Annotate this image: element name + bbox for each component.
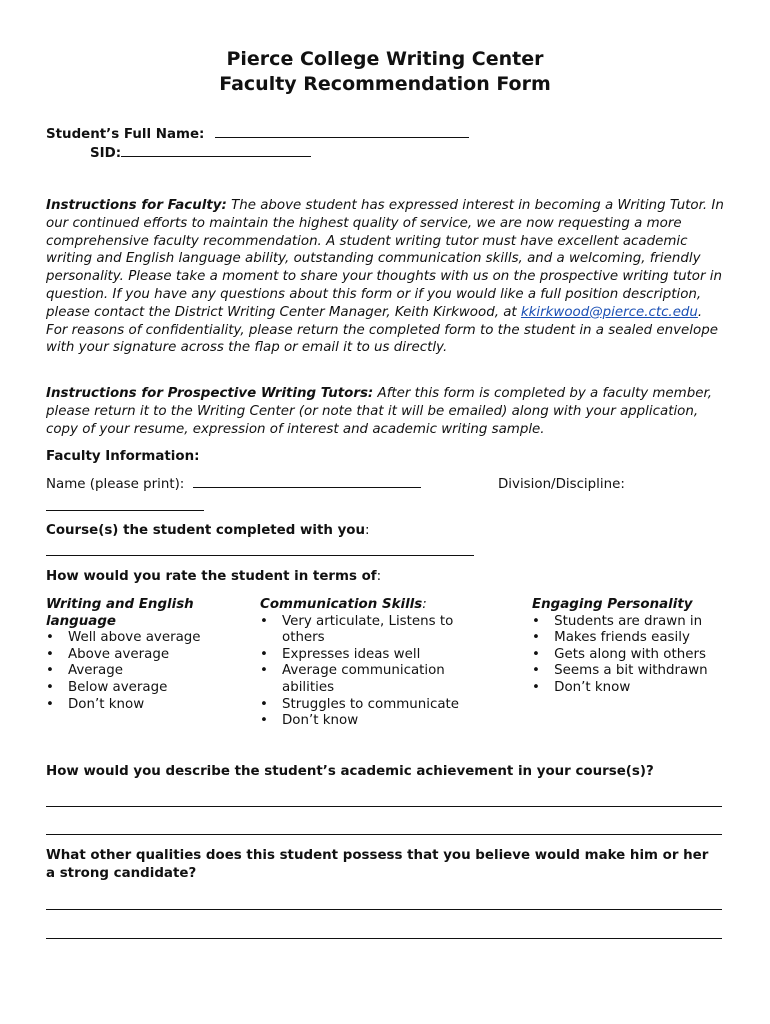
communication-option[interactable]: • Struggles to communicate xyxy=(260,696,460,712)
division-label: Division/Discipline: xyxy=(498,477,625,492)
courses-label: Course(s) the student completed with you xyxy=(46,523,366,538)
qualities-answer-line[interactable] xyxy=(46,909,722,910)
personality-option[interactable]: • Don’t know xyxy=(532,679,631,695)
faculty-name-row xyxy=(46,477,421,492)
achievement-answer-line[interactable] xyxy=(46,806,722,807)
writing-option[interactable]: • Average xyxy=(46,663,123,679)
personality-option[interactable]: • Gets along with others xyxy=(532,646,706,662)
personality-column xyxy=(532,597,708,697)
faculty-info-heading: Faculty Information: xyxy=(46,449,200,464)
achievement-question: How would you describe the student’s academic achievement in your course(s)? xyxy=(46,764,654,779)
bullet-icon: • xyxy=(260,646,268,662)
qualities-question: What other qualities does this student possess that you believe would make him or her a strong candidate? xyxy=(46,848,709,881)
communication-heading: Communication Skills xyxy=(260,597,423,612)
faculty-name-label: Name (please print): xyxy=(46,477,185,492)
bullet-icon: • xyxy=(46,630,54,646)
faculty-instructions xyxy=(46,197,726,357)
courses-row xyxy=(46,523,370,538)
student-name-label: Student’s Full Name: xyxy=(46,127,205,142)
bullet-icon: • xyxy=(260,696,268,712)
writing-option[interactable]: • Above average xyxy=(46,646,170,662)
bullet-icon: • xyxy=(260,663,268,679)
rating-question: How would you rate the student in terms of xyxy=(46,569,377,584)
student-name-field[interactable] xyxy=(215,137,469,138)
division-field[interactable] xyxy=(46,510,204,511)
achievement-answer-line[interactable] xyxy=(46,834,722,835)
personality-option[interactable]: • Seems a bit withdrawn xyxy=(532,663,708,679)
tutor-instructions-text: After this form is completed by a faculty member, please return it to the Writing Center (or note that it will be emailed) along with your application, copy of your resume, expression of interest and academic writing sample. xyxy=(46,386,712,437)
personality-option[interactable]: • Makes friends easily xyxy=(532,630,690,646)
communication-column xyxy=(260,597,482,730)
bullet-icon: • xyxy=(46,663,54,679)
faculty-instructions-text: The above student has expressed interest in becoming a Writing Tutor. In our continued efforts to maintain the highest quality of service, we are now requesting a more comprehensive faculty recommendation. A student writing tutor must have excellent academic writing and English language ability, outstanding communication skills, and a welcoming, friendly personality. Please take a moment to share your thoughts with us on the prospective writing tutor in question. If you have any questions about this form or if you would like a full position description, please contact the District Writing Center Manager, Keith Kirkwood, at xyxy=(46,198,724,320)
communication-option[interactable]: • Don’t know xyxy=(260,713,359,729)
bullet-icon: • xyxy=(46,696,54,712)
bullet-icon: • xyxy=(532,630,540,646)
form-title-line2: Faculty Recommendation Form xyxy=(219,73,551,95)
tutor-instructions-lead: Instructions for Prospective Writing Tutors: xyxy=(46,386,374,401)
bullet-icon: • xyxy=(532,613,540,629)
faculty-name-field[interactable] xyxy=(193,487,421,488)
communication-heading-colon: : xyxy=(422,597,427,612)
communication-option[interactable]: • Expresses ideas well xyxy=(260,646,421,662)
rating-colon: : xyxy=(376,569,382,584)
form-title-line1: Pierce College Writing Center xyxy=(226,48,544,70)
sid-row xyxy=(90,146,311,161)
communication-heading-row xyxy=(260,597,482,614)
bullet-icon: • xyxy=(260,713,268,729)
sid-label: SID: xyxy=(90,146,122,161)
communication-option[interactable]: • Very articulate, Listens to others xyxy=(260,613,454,646)
communication-options xyxy=(260,614,482,730)
writing-option[interactable]: • Don’t know xyxy=(46,696,145,712)
writing-option[interactable]: • Below average xyxy=(46,679,168,695)
bullet-icon: • xyxy=(532,663,540,679)
rating-question-row xyxy=(46,569,381,584)
tutor-instructions xyxy=(46,385,726,438)
communication-option[interactable]: • Average communication abilities xyxy=(260,663,445,695)
courses-field[interactable] xyxy=(46,555,474,556)
personality-heading: Engaging Personality xyxy=(532,597,693,612)
writing-column xyxy=(46,597,246,713)
faculty-instructions-lead: Instructions for Faculty: xyxy=(46,198,227,213)
bullet-icon: • xyxy=(532,646,540,662)
bullet-icon: • xyxy=(532,679,540,695)
writing-option[interactable]: • Well above average xyxy=(46,630,201,646)
bullet-icon: • xyxy=(260,613,268,629)
writing-heading: Writing and English language xyxy=(46,597,194,629)
student-name-row xyxy=(46,127,469,142)
email-link[interactable]: kkirkwood@pierce.ctc.edu xyxy=(520,304,698,320)
bullet-icon: • xyxy=(46,646,54,662)
courses-colon: : xyxy=(365,523,370,538)
personality-option[interactable]: • Students are drawn in xyxy=(532,613,703,629)
bullet-icon: • xyxy=(46,679,54,695)
qualities-answer-line[interactable] xyxy=(46,938,722,939)
faculty-instructions-text-end: . For reasons of confidentiality, please return the completed form to the student in a sealed envelope with your signature across the flap or email it to us directly. xyxy=(46,304,718,356)
writing-options xyxy=(46,630,246,713)
sid-field[interactable] xyxy=(121,156,311,157)
